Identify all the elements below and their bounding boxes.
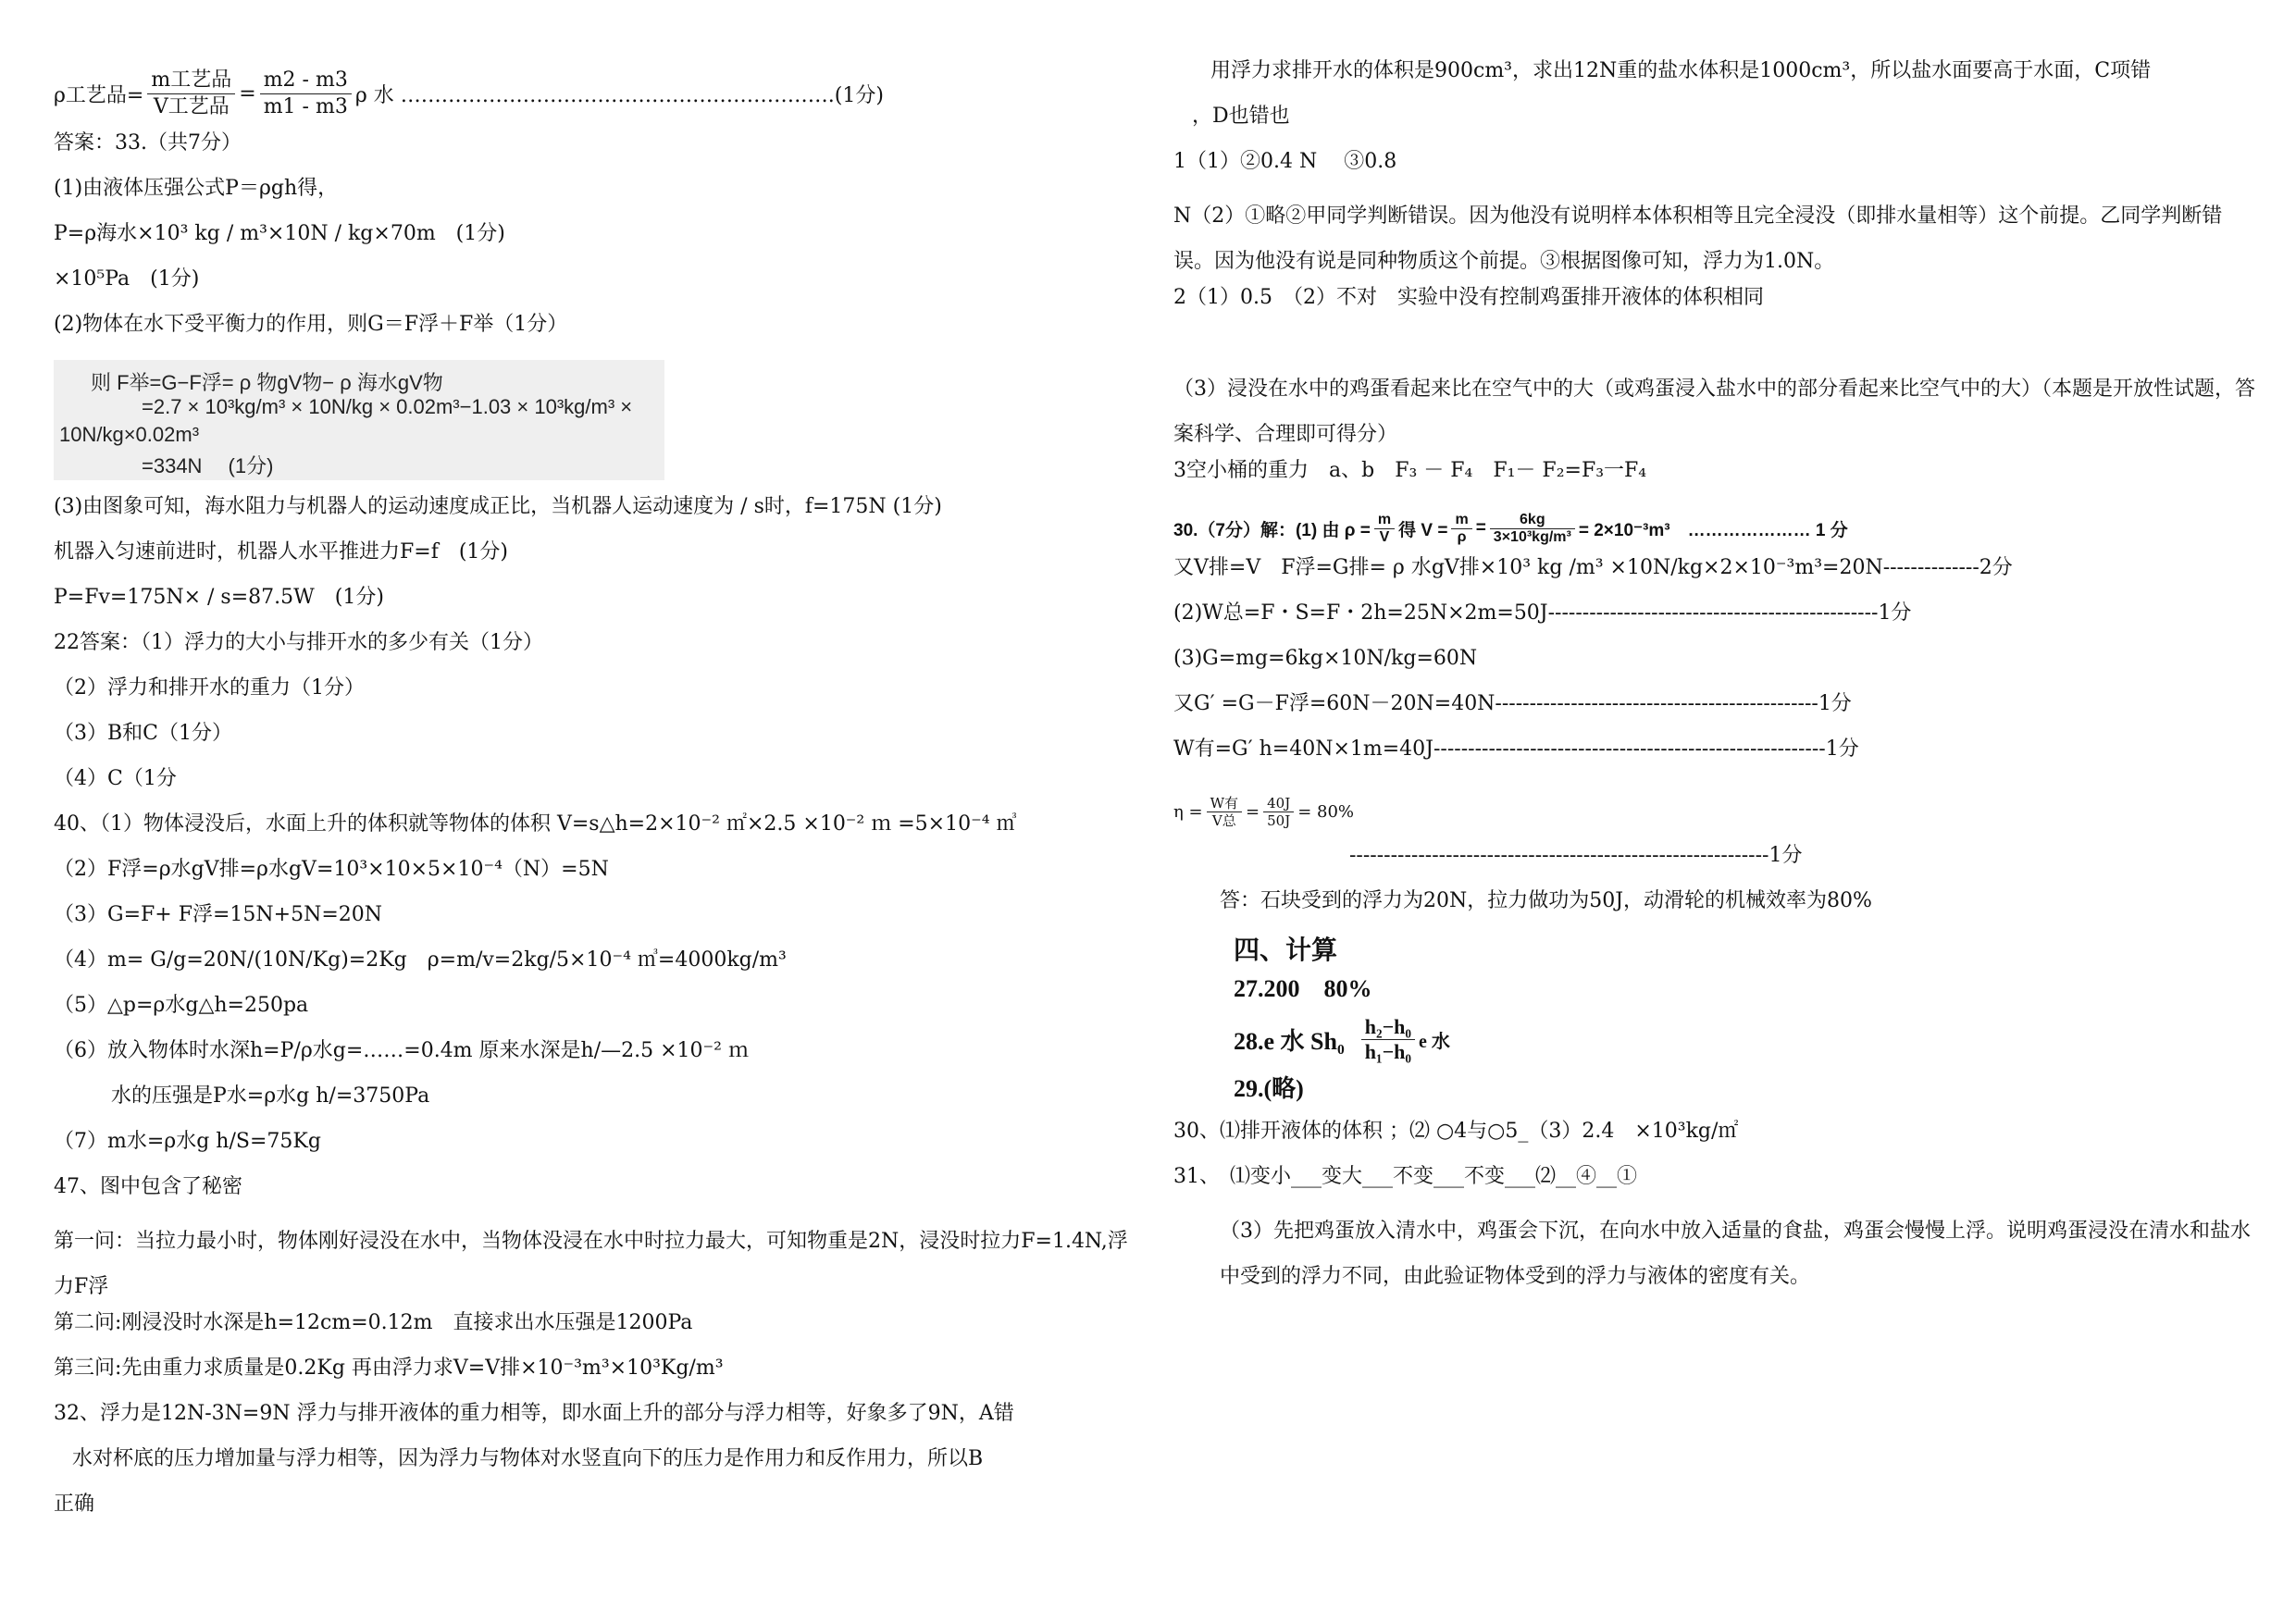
answer-47-heading: 47、图中包含了秘密 [54, 1175, 242, 1198]
fraction [1374, 512, 1395, 546]
answer-line: P=Fv=175N× / s=87.5W (1分) [54, 586, 384, 609]
answer-line: 正确 [54, 1493, 95, 1516]
equals-sign: = [239, 81, 256, 105]
fraction [1361, 1015, 1415, 1064]
section-heading: 四、计算 [1234, 936, 1338, 965]
formula-text: 30.（7分）解：(1) 由 ρ = [1173, 520, 1371, 540]
scanned-calculation-image [54, 360, 664, 480]
frac-numerator: W有 [1207, 795, 1242, 812]
spacer [1173, 329, 2256, 366]
formula-text: = 80% [1297, 801, 1355, 822]
frac-numerator: m [1451, 512, 1471, 529]
conclusion-line: 答：石块受到的浮力为20N，拉力做功为50J，动滑轮的机械效率为80% [1220, 889, 1872, 912]
frac-denominator: V工艺品 [153, 94, 230, 118]
answer-line: 2（1）0.5 （2）不对 实验中没有控制鸡蛋排开液体的体积相同 [1173, 286, 1764, 309]
answer-30-formula [1173, 502, 2256, 554]
answer-line: W有=G′ h=40N×1m=40J---------------------------------------------------------1分 [1173, 737, 1859, 761]
answer-27: 27.200 80% [1234, 975, 1372, 1002]
answer-line: P=ρ海水×10³ kg / m³×10N / kg×70m (1分) [54, 222, 505, 245]
answer-line: 用浮力求排开水的体积是900cm³，求出12N重的盐水体积是1000cm³，所以盐水面要高于水面，C项错 [1210, 59, 2152, 82]
answer-line: 水对杯底的压力增加量与浮力相等，因为浮力与物体对水竖直向下的压力是作用力和反作用力，所以B [72, 1447, 984, 1470]
formula-text: e 水 [1418, 1031, 1450, 1052]
answer-line: 第一问：当拉力最小时，物体刚好浸没在水中，当物体没浸在水中时拉力最大，可知物重是2N，浸没时拉力F=1.4N,浮力F浮 [54, 1230, 1128, 1298]
frac-numerator: 40J [1263, 795, 1294, 812]
img-line: 则 F举=G−F浮= ρ 物gV物− ρ 海水gV物 [91, 371, 443, 394]
answer-line: -------------------------------------------------------------1分 [1349, 844, 1803, 867]
answer-line: 第二问:刚浸没时水深是h=12cm=0.12m 直接求出水压强是1200Pa [54, 1311, 693, 1334]
answer-line: 第三问:先由重力求质量是0.2Kg 再由浮力求V=V排×10⁻³m³×10³Kg/m³ [54, 1357, 724, 1380]
density-formula [54, 57, 1146, 130]
answer-line: 1（1）②0.4 N ③0.8 [1173, 150, 1397, 173]
efficiency-formula [1173, 781, 2256, 842]
answer-29: 29.(略) [1234, 1075, 1304, 1102]
answer-line: （4）m= G/g=20N/(10N/Kg)=2Kg ρ=m/v=2kg/5×10⁻⁴ ㎥=4000kg/m³ [54, 948, 787, 972]
answer-line: ，D也错也 [1192, 105, 1290, 128]
left-column [54, 57, 1146, 1536]
frac-numerator: 6kg [1490, 512, 1575, 529]
equals-sign: = [1475, 518, 1486, 538]
answer-line: 3空小桶的重力 a、b F₃ － F₄ F₁－ F₂=F₃一F₄ [1173, 459, 1647, 482]
fraction [1207, 795, 1242, 829]
formula-text: 得 V = [1398, 520, 1448, 540]
answer-line: （3）G=F+ F浮=15N+5N=20N [54, 903, 382, 926]
frac-denominator: ρ [1457, 528, 1467, 545]
formula-text: 28.e 水 Sh₀ [1234, 1027, 1345, 1055]
img-line: =334N (1分) [142, 454, 274, 477]
fraction-mass-diff [260, 68, 352, 120]
answer-line: 31、 ⑴变小___变大___不变___不变___⑵__④__① [1173, 1165, 1637, 1188]
answer-28 [1173, 1009, 2256, 1070]
frac-numerator: m2 - m3 [260, 68, 352, 94]
formula-text: η = [1173, 801, 1203, 822]
frac-denominator: V [1379, 528, 1390, 545]
formula-text: = 2×10⁻³m³ ………………… 1 分 [1578, 520, 1848, 540]
answer-line: （3）B和C（1分） [54, 722, 232, 745]
density-suffix: ρ 水 ……………………………………………………….(1分) [354, 83, 884, 107]
frac-denominator: m1 - m3 [263, 94, 348, 118]
frac-denominator: h₁−h₀ [1364, 1039, 1411, 1063]
answer-line: 机器入匀速前进时，机器人水平推进力F=f (1分) [54, 540, 509, 564]
answer-line: （4）C（1分 [54, 767, 177, 790]
right-column [1173, 57, 2256, 1299]
fraction-mass-volume [147, 68, 235, 120]
density-prefix: ρ工艺品= [54, 83, 144, 107]
answer-line: 30、⑴排开液体的体积 ；⑵ ○4与○5_（3）2.4 ×10³kg/㎡ [1173, 1120, 1739, 1143]
answer-line: 又G′ =G－F浮=60N－20N=40N-----------------------------------------------1分 [1173, 692, 1852, 715]
frac-numerator: m工艺品 [147, 68, 235, 94]
answer-line: (2)物体在水下受平衡力的作用，则G＝F浮＋F举（1分） [54, 313, 568, 336]
fraction [1263, 795, 1294, 829]
answer-22-heading: 22答案：（1）浮力的大小与排开水的多少有关（1分） [54, 631, 543, 654]
answer-40-heading: 40、（1）物体浸没后，水面上升的体积就等物体的体积 V=s△h=2×10⁻² ㎡×2.5 ×10⁻² ｍ =5×10⁻⁴ ㎥ [54, 812, 1017, 836]
frac-denominator: 50J [1267, 812, 1291, 829]
img-line: =2.7 × 10³kg/m³ × 10N/kg × 0.02m³−1.03 × 10³kg/m³ × [142, 395, 633, 418]
answer-line: （7）m水=ρ水g h/S=75Kg [54, 1130, 321, 1153]
frac-numerator: h₂−h₀ [1361, 1015, 1415, 1040]
frac-denominator: V总 [1211, 812, 1236, 829]
answer-line: (3)由图象可知，海水阻力与机器人的运动速度成正比，当机器人运动速度为 / s时，f=175N (1分) [54, 495, 942, 518]
answer-33-heading: 答案：33.（共7分） [54, 131, 242, 155]
frac-denominator: 3×10³kg/m³ [1493, 528, 1571, 545]
answer-line: (3)G=mg=6kg×10N/kg=60N [1173, 647, 1478, 670]
fraction [1451, 512, 1471, 546]
answer-line: （6）放入物体时水深h=P/ρ水g=……=0.4m 原来水深是h/—2.5 ×10⁻² ｍ [54, 1039, 749, 1062]
answer-32-heading: 32、浮力是12N-3N=9N 浮力与排开液体的重力相等，即水面上升的部分与浮力相等，好象多了9N，A错 [54, 1402, 1014, 1425]
answer-line: （3）浸没在水中的鸡蛋看起来比在空气中的大（或鸡蛋浸入盐水中的部分看起来比空气中的大）（本题是开放性试题，答案科学、合理即可得分） [1173, 378, 2256, 446]
img-line: 10N/kg×0.02m³ [59, 423, 200, 446]
answer-line: 又V排=V F浮=G排= ρ 水gV排×10³ kg /m³ ×10N/kg×2×10⁻³m³=20N--------------2分 [1173, 556, 2013, 579]
answer-line: 水的压强是P水=ρ水g h/=3750Pa [111, 1084, 430, 1108]
fraction [1490, 512, 1575, 546]
answer-line: （2）浮力和排开水的重力（1分） [54, 676, 365, 700]
answer-line: (1)由液体压强公式P＝ρgh得， [54, 177, 339, 200]
answer-line: （3）先把鸡蛋放入清水中，鸡蛋会下沉，在向水中放入适量的食盐，鸡蛋会慢慢上浮。说明鸡蛋浸没在清水和盐水中受到的浮力不同，由此验证物体受到的浮力与液体的密度有关。 [1220, 1220, 2252, 1288]
answer-line: （2）F浮=ρ水gV排=ρ水gV=10³×10×5×10⁻⁴（N）=5N [54, 858, 609, 881]
answer-line: (2)W总=F・S=F・2h=25N×2m=50J------------------------------------------------1分 [1173, 601, 1912, 625]
answer-line: ×10⁵Pa (1分) [54, 267, 200, 291]
equals-sign: = [1246, 801, 1260, 822]
frac-numerator: m [1374, 512, 1395, 529]
answer-line: （5）△p=ρ水g△h=250pa [54, 994, 309, 1017]
answer-line: N（2）①略②甲同学判断错误。因为他没有说明样本体积相等且完全浸没（即排水量相等）这个前提。乙同学判断错误。因为他没有说是同种物质这个前提。③根据图像可知，浮力为1.0N。 [1173, 204, 2223, 273]
